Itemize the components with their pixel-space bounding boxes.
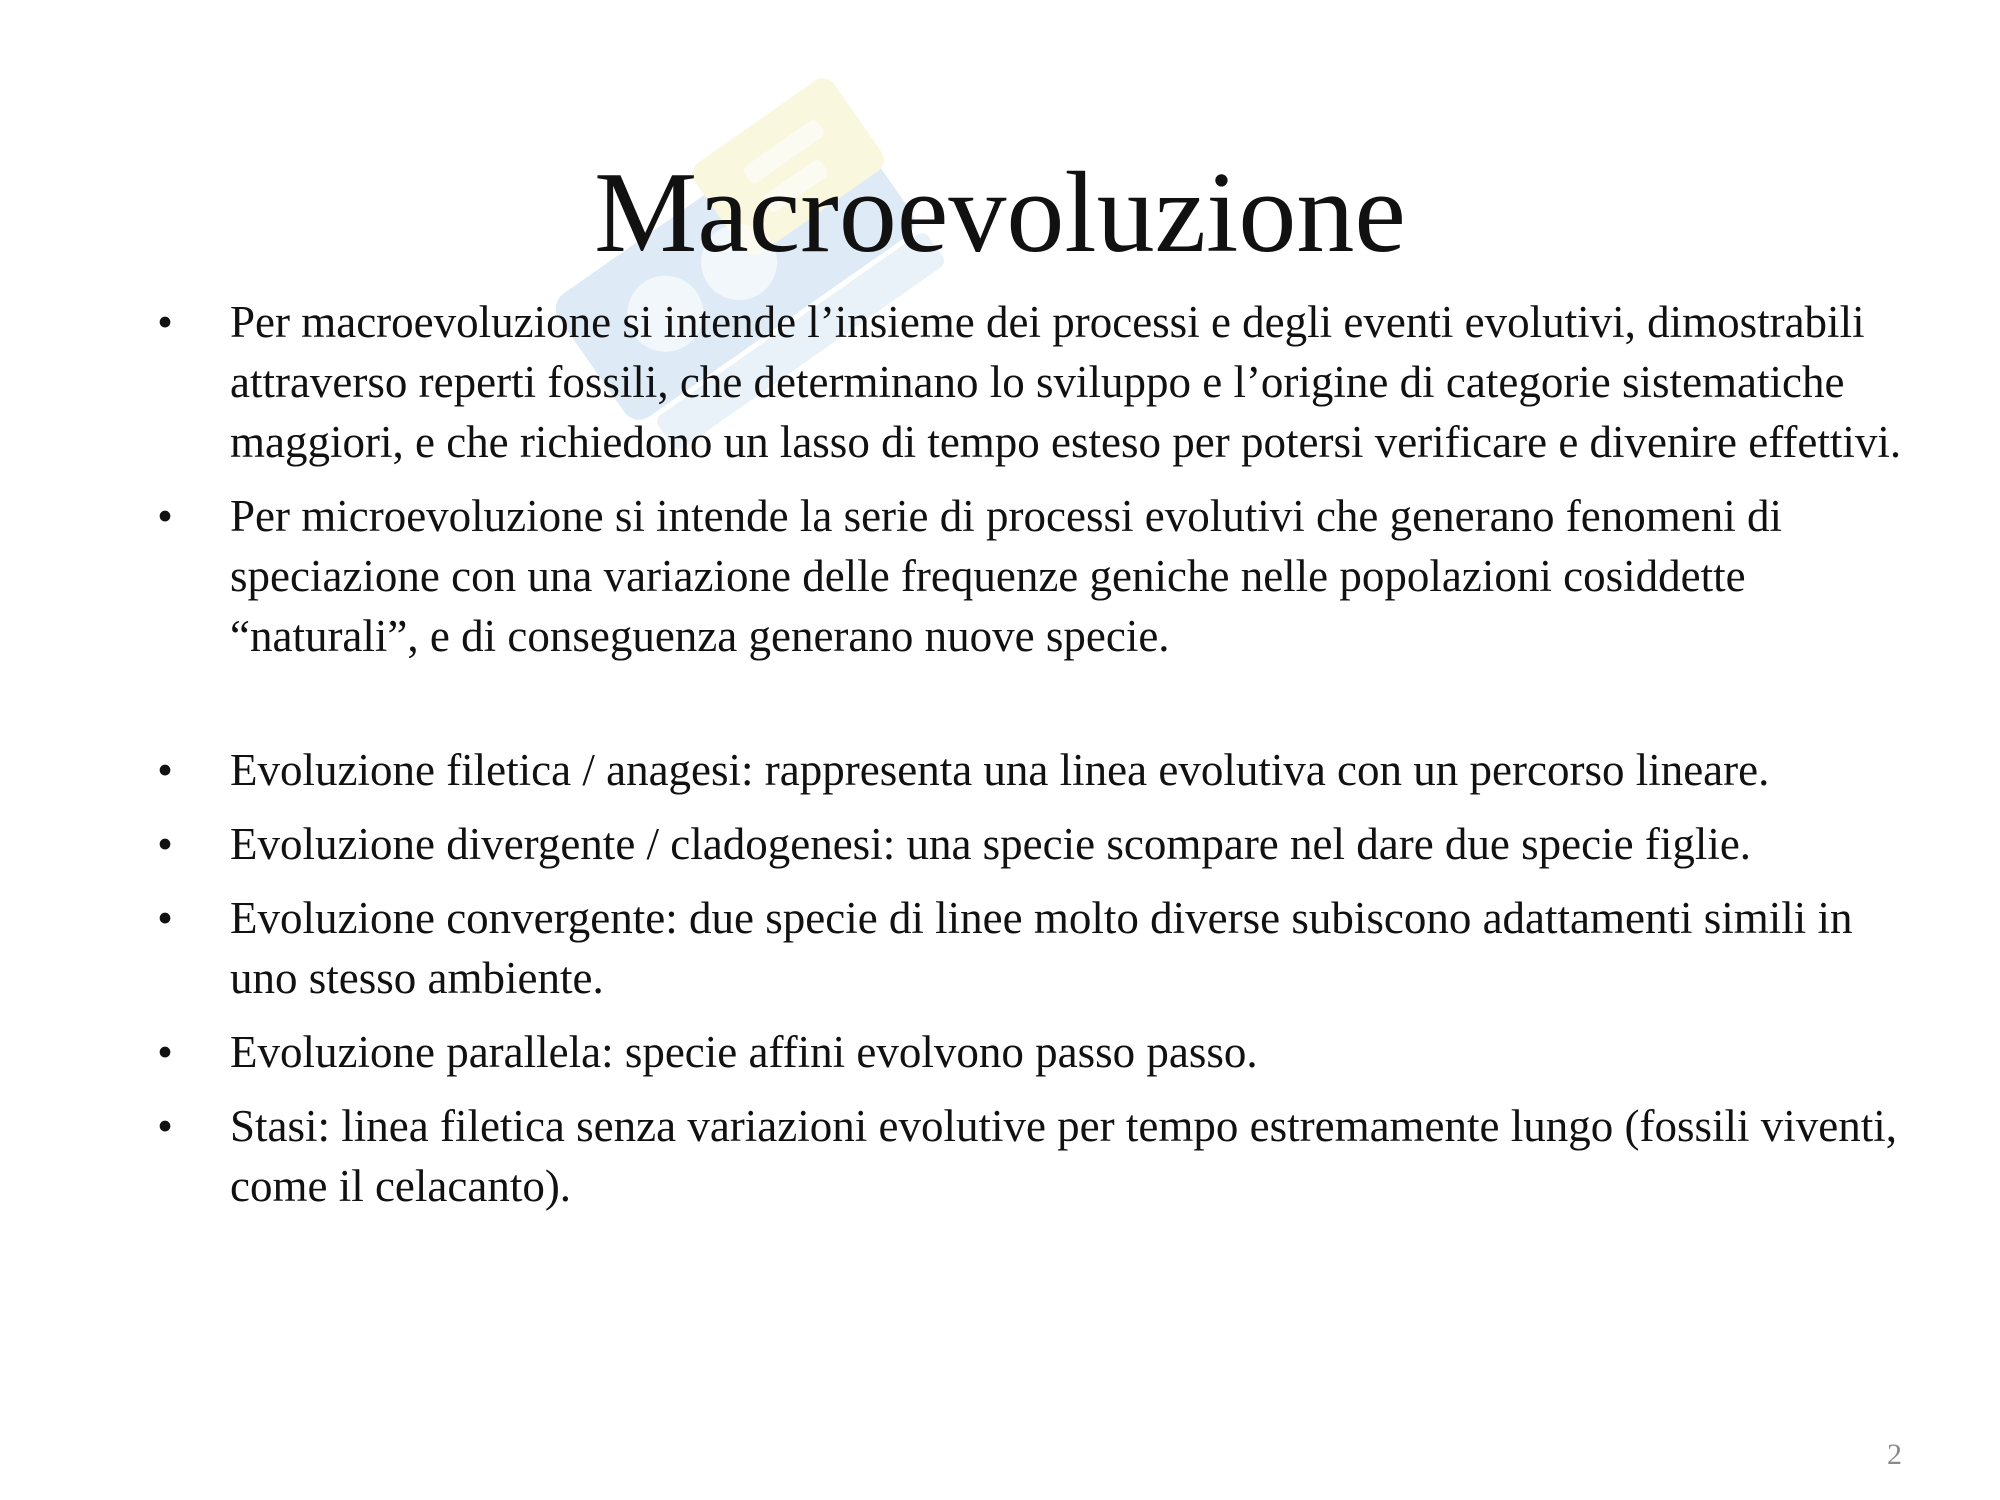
bullet-text: Stasi: linea filetica senza variazioni evolutive per tempo estremamente lungo (fossili viventi, come il celacanto). — [230, 1101, 1897, 1211]
bullet-marker: • — [157, 491, 173, 541]
bullet-item-evoluzione-convergente — [150, 888, 1910, 1008]
bullet-item-microevoluzione — [150, 486, 1910, 666]
bullet-list — [150, 292, 1910, 1230]
bullet-text: Per macroevoluzione si intende l’insieme dei processi e degli eventi evolutivi, dimostrabili attraverso reperti fossili, che determinano lo sviluppo e l’origine di categorie sistematiche maggiori, e che richiedono un lasso di tempo esteso per potersi verificare e divenire effettivi. — [230, 297, 1902, 467]
slide-title: Macroevoluzione — [594, 149, 1406, 277]
bullet-marker: • — [157, 297, 173, 347]
bullet-item-evoluzione-divergente — [150, 814, 1910, 874]
bullet-text: Evoluzione filetica / anagesi: rappresenta una linea evolutiva con un percorso lineare. — [230, 745, 1770, 795]
bullet-item-stasi — [150, 1096, 1910, 1216]
bullet-marker: • — [157, 819, 173, 869]
bullet-text: Per microevoluzione si intende la serie di processi evolutivi che generano fenomeni di speciazione con una variazione delle frequenze geniche nelle popolazioni cosiddette “naturali”, e di conseguenza generano nuove specie. — [230, 491, 1782, 661]
bullet-marker: • — [157, 1027, 173, 1077]
bullet-marker: • — [157, 745, 173, 795]
bullet-item-evoluzione-filetica — [150, 740, 1910, 800]
bullet-marker: • — [157, 893, 173, 943]
bullet-text: Evoluzione convergente: due specie di linee molto diverse subiscono adattamenti simili in uno stesso ambiente. — [230, 893, 1853, 1003]
bullet-text: Evoluzione parallela: specie affini evolvono passo passo. — [230, 1027, 1258, 1077]
bullet-item-macroevoluzione — [150, 292, 1910, 472]
page-number: 2 — [1887, 1438, 1902, 1471]
bullet-marker: • — [157, 1101, 173, 1151]
bullet-text: Evoluzione divergente / cladogenesi: una specie scompare nel dare due specie figlie. — [230, 819, 1752, 869]
bullet-item-evoluzione-parallela — [150, 1022, 1910, 1082]
